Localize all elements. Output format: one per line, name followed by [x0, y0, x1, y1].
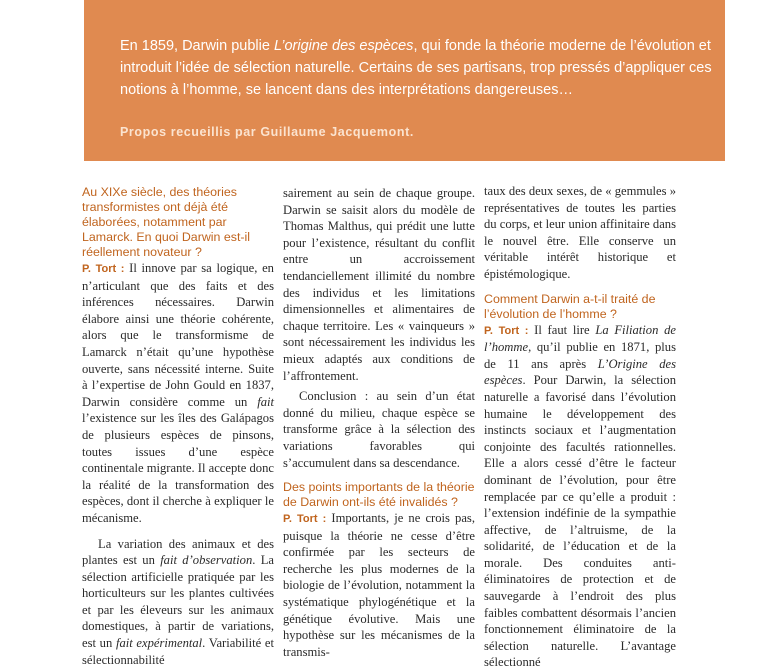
para-2-em-2: fait expérimental [115, 636, 203, 651]
answer-1 [82, 260, 274, 527]
answer-3-text-b: , qu’il publie en 1871, plus de 11 ans après [484, 340, 676, 371]
question-1: Au XIXe siècle, des théories transformistes ont déjà été élaborées, notamment par Lamarck. En quoi Darwin est-il réellement novateur ? [82, 185, 251, 259]
speaker-label: P. Tort : [283, 513, 327, 526]
para-2-text-a: La variation des animaux et des plantes est un [82, 536, 274, 568]
para-2-text-b: . La sélection artificielle pratiquée par les horticulteurs sur les plantes cultivées et par les éleveurs sur les animaux domestiques, à partir de variations, est un [82, 553, 274, 651]
answer-1-em: fait [257, 394, 274, 409]
para-2-em-1: fait d’observation [160, 553, 253, 568]
question-3: Comment Darwin a-t-il traité de l’évolution de l’homme ? [484, 291, 656, 321]
intro-post: , qui fonde la théorie moderne de l’évolution et introduit l’idée de sélection naturelle. Certains de ses partisans, trop pressés d’appliquer ces notions à l’homme, se lancent dans des interprétations dangereuses… [120, 38, 712, 98]
speaker-label: P. Tort : [484, 324, 529, 337]
paragraph-malthus: sairement au sein de chaque groupe. Darwin se saisit alors du modèle de Thomas Malthus, qui prédit une lutte pour l’existence, résultant du conflit entre un accroissement tendanciellement illimité du nombre des individus et les limitations dimensionnelles et alimentaires de chaque territoire. Les « vainqueurs » sont nécessairement les individus les mieux adaptés aux conditions de l’affrontement. [283, 186, 475, 383]
answer-3-text-c: . Pour Darwin, la sélection naturelle a favorisé dans l’évolution humaine le développement des instincts sociaux et l’augmentation conjointe des facultés rationnelles. Elle a alors cessé d’être le facteur dominant de l’évolution, pour être remplacée par ce qu’elle a produit : l’extension indéfinie de la sympathie affective, de l’altruisme, de la solidarité, de l’éducation et de la morale. Des conduites anti-éliminatoires de protection et de sauvegarde à l’endroit des plus faibles combattent désormais l’ancien fonctionnement éliminatoire de la sélection naturelle. L’avantage sélectionné [484, 373, 676, 670]
intro-book-title: L’origine des espèces [273, 38, 414, 54]
paragraph-variation [82, 536, 274, 669]
speaker-label: P. Tort : [82, 263, 125, 275]
question-2: Des points importants de la théorie de Darwin ont-ils été invalidés ? [283, 480, 475, 510]
paragraph-conclusion: Conclusion : au sein d’un état donné du milieu, chaque espèce se transforme grâce à la sélection des variations favorables qui s’accumulent dans sa descendance. [283, 389, 475, 470]
answer-3-text-a: Il faut lire [528, 322, 596, 337]
para-2-text-c: . Variabilité et sélectionnabilité [82, 636, 274, 667]
book-title-filiation: La Filiation de l’homme [484, 322, 676, 355]
intro-pre: En 1859, Darwin publie [120, 38, 274, 54]
answer-1-text-a: Il innove par sa logique, en n’articulant que des faits et des inférences nécessaires. Darwin élabore ainsi une théorie cohérente, alors que le transformisme de Lamarck n’était qu’une hypothèse ouverte, sans nécessité interne. Suite à l’expertise de John Gould en 1837, Darwin considère comme un [82, 261, 274, 409]
answer-1-text-b: l’existence sur les îles des Galápagos de plusieurs espèces de pinsons, toutes issues d’une espèce continentale migrante. Il accepte donc la réalité de la transformation des espèces, dont il cherche à expliquer le mécanisme. [82, 411, 274, 525]
paragraph-gemmules: taux des deux sexes, de « gemmules » représentatives de toutes les parties du corps, et leur union affinitaire dans le nouvel être. Elle conserve un véritable intérêt historique et épistémologique. [484, 184, 676, 281]
credit-line: Propos recueillis par Guillaume Jacquemont. [120, 125, 414, 139]
column-3 [484, 183, 676, 671]
answer-2 [283, 510, 475, 660]
answer-2-text: Importants, je ne crois pas, puisque la théorie ne cesse d’être confirmée par les secteurs de recherche les plus modernes de la biologie de l’évolution, notamment la systématique phylogénétique et la génétique évolutive. Mais une hypothèse sur les mécanismes de la transmis- [283, 511, 475, 659]
book-title-origine: L’Origine des espèces [484, 356, 676, 388]
column-2 [283, 185, 475, 660]
column-1 [82, 185, 274, 668]
answer-3 [484, 322, 676, 671]
intro-text [120, 35, 715, 101]
